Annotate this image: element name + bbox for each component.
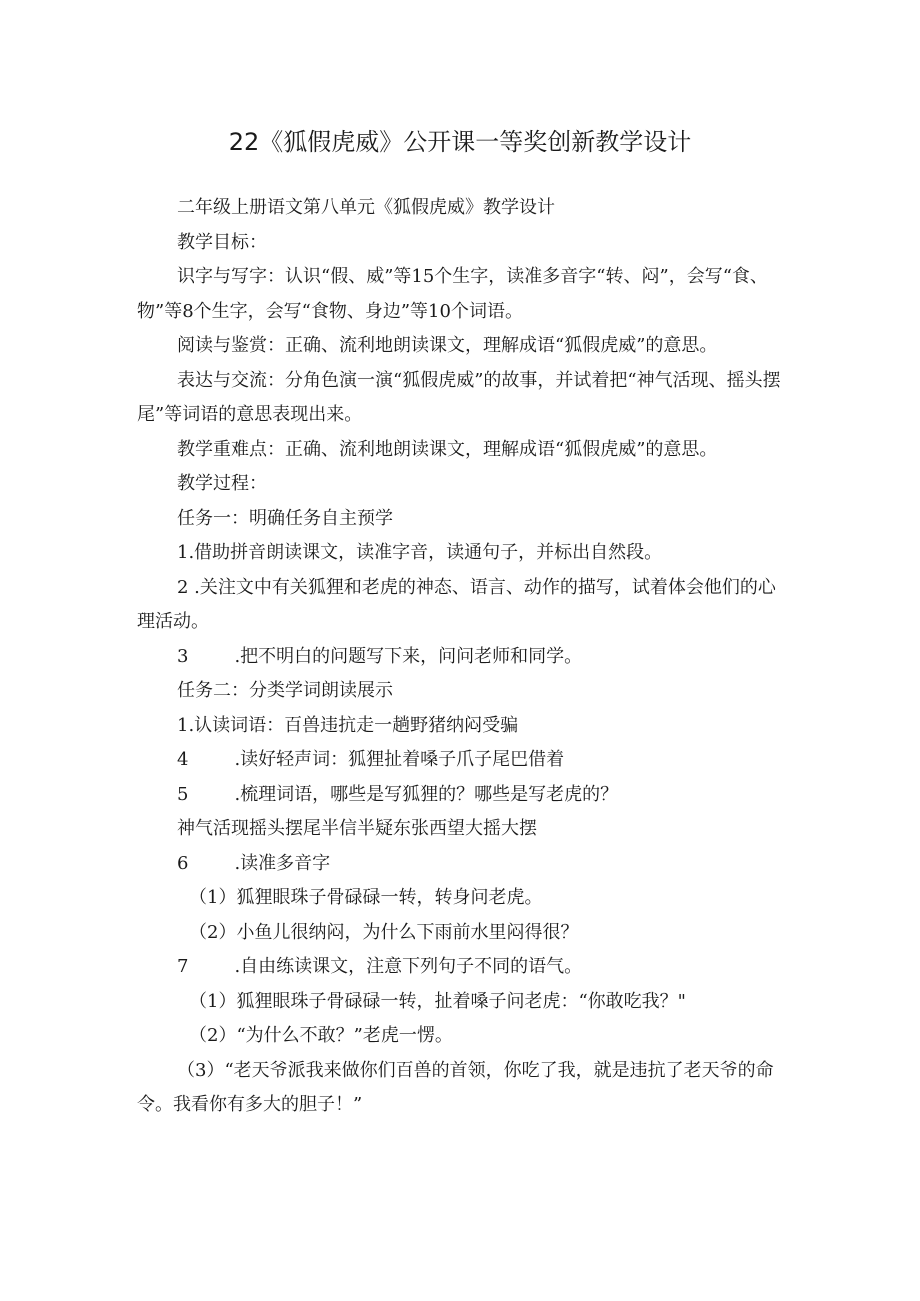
paragraph: 阅读与鉴赏：正确、流利地朗读课文，理解成语“狐假虎威”的意思。 <box>177 335 718 356</box>
paragraph: 识字与写字：认识“假、威”等15个生字，读准多音字“转、闷”，会写“食、物”等8个生字，会写“食物、身边”等10个词语。 <box>137 266 768 322</box>
paragraph: 二年级上册语文第八单元《狐假虎威》教学设计 <box>177 197 555 218</box>
paragraph: 1.认读词语：百兽违抗走一趟野猪纳闷受骗 <box>177 714 519 736</box>
item-number: 6 <box>177 852 189 874</box>
paragraph: 2 .关注文中有关狐狸和老虎的神态、语言、动作的描写，试着体会他们的心理活动。 <box>137 576 776 632</box>
item-number: 7 <box>177 956 189 977</box>
document-body <box>137 191 791 1123</box>
sub-item: （1）狐狸眼珠子骨碌碌一转，扯着嗓子问老虎：“你敢吃我？" <box>189 990 686 1012</box>
numbered-item <box>137 778 791 813</box>
item-number: 4 <box>177 749 189 770</box>
sub-item: （2）“为什么不敢？”老虎一愣。 <box>189 1025 453 1046</box>
numbered-item <box>137 640 791 675</box>
numbered-item <box>137 743 791 778</box>
item-text: .读好轻声词：狐狸扯着嗓子爪子尾巴借着 <box>234 749 565 770</box>
item-text: .梳理词语，哪些是写狐狸的？哪些是写老虎的？ <box>234 783 619 805</box>
paragraph: 任务二：分类学词朗读展示 <box>177 680 393 701</box>
item-text: .自由练读课文，注意下列句子不同的语气。 <box>234 956 583 977</box>
item-number: 5 <box>177 783 189 805</box>
paragraph: 教学目标： <box>177 231 267 253</box>
item-text: .读准多音字 <box>234 852 331 874</box>
paragraph: 任务一：明确任务自主预学 <box>177 507 393 529</box>
numbered-item <box>137 847 791 882</box>
item-text: .把不明白的问题写下来，问问老师和同学。 <box>234 645 583 667</box>
sub-item: （3）“老天爷派我来做你们百兽的首领，你吃了我，就是违抗了老天爷的命令。我看你有多大的胆子！” <box>137 1059 774 1115</box>
sub-item: （1）狐狸眼珠子骨碌碌一转，转身问老虎。 <box>189 887 543 908</box>
paragraph: 神气活现摇头摆尾半信半疑东张西望大摇大摆 <box>177 818 537 839</box>
document-title: 22《狐假虎威》公开课一等奖创新教学设计 <box>228 128 692 156</box>
paragraph: 表达与交流：分角色演一演“狐假虎威”的故事，并试着把“神气活现、摇头摆尾”等词语的意思表现出来。 <box>137 369 781 425</box>
sub-item: （2）小鱼儿很纳闷，为什么下雨前水里闷得很？ <box>189 921 579 943</box>
paragraph: 教学过程： <box>177 473 267 494</box>
paragraph: 教学重难点：正确、流利地朗读课文，理解成语“狐假虎威”的意思。 <box>177 438 718 460</box>
item-number: 3 <box>177 645 189 667</box>
numbered-item <box>137 950 791 985</box>
paragraph: 1.借助拼音朗读课文，读准字音，读通句子，并标出自然段。 <box>177 542 663 563</box>
